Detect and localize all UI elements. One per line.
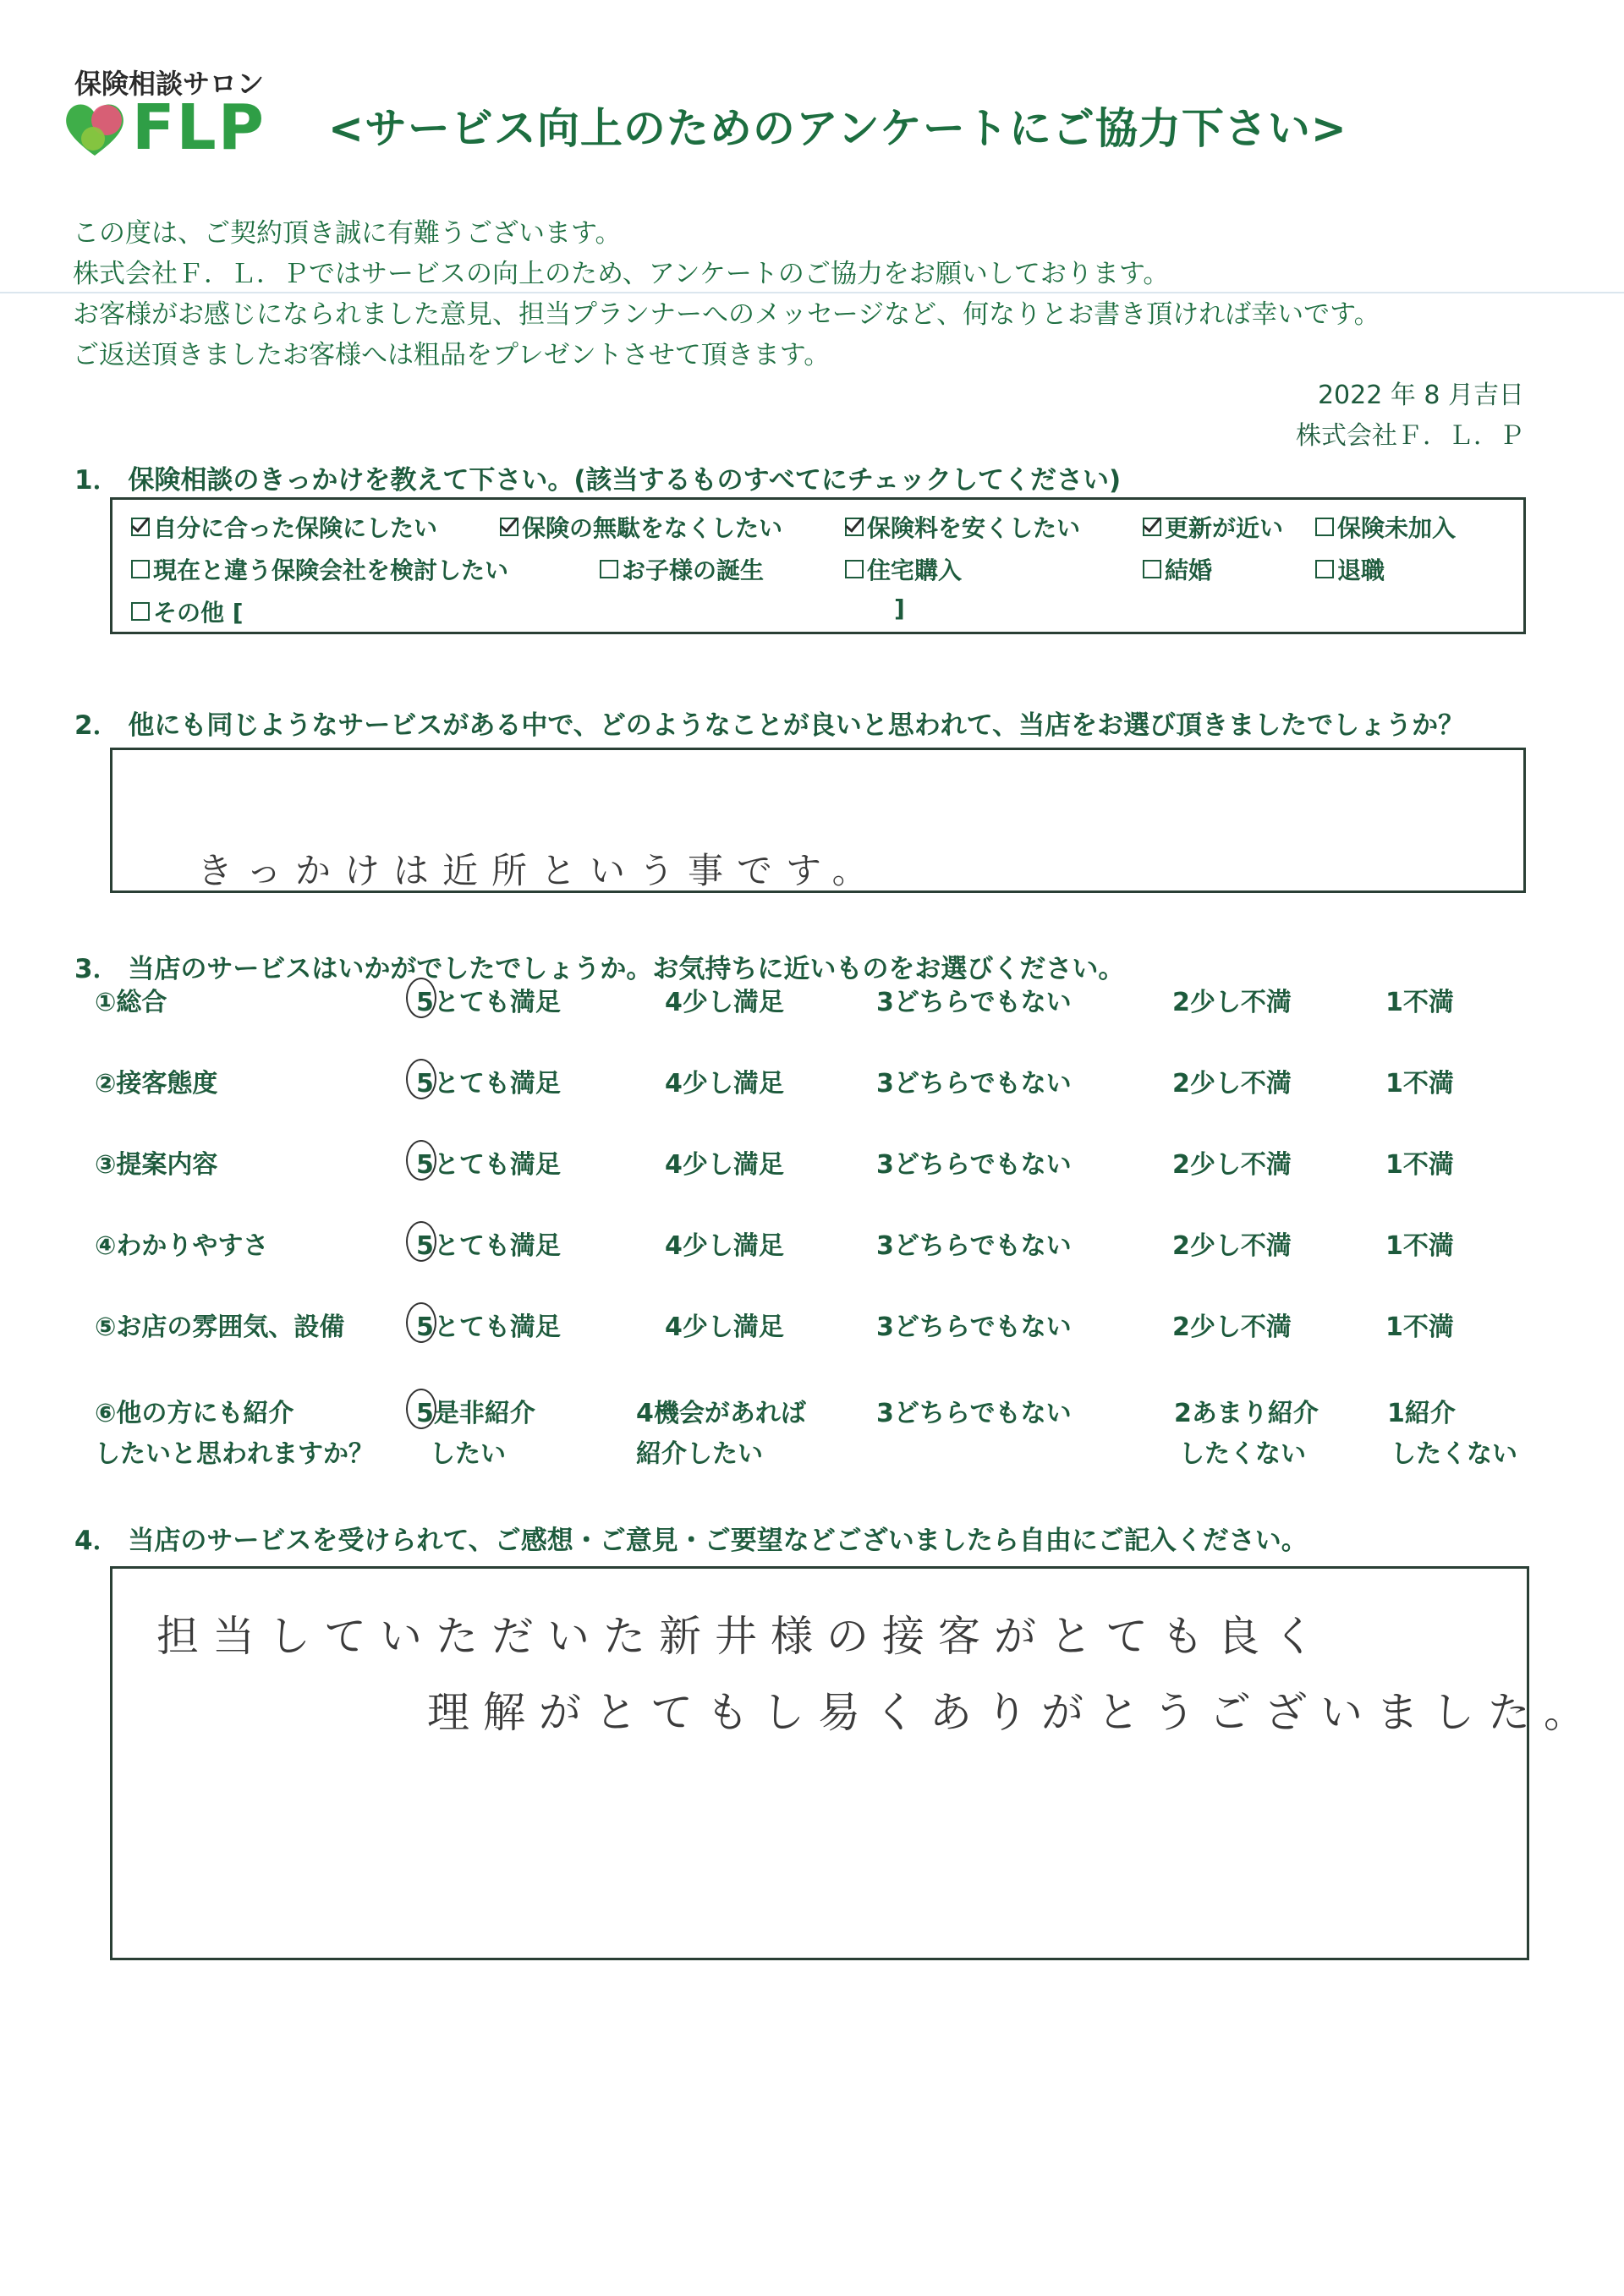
- rating-option-2[interactable]: 2少し不満: [1172, 1069, 1292, 1099]
- option-retirement[interactable]: 退職: [1315, 552, 1385, 586]
- rating-option-5[interactable]: 5とても満足: [416, 988, 561, 1017]
- rating-option-5[interactable]: 5是非紹介: [416, 1399, 535, 1428]
- option-child-birth[interactable]: お子様の誕生: [600, 552, 764, 586]
- rating-option-2-cont: したくない: [1179, 1439, 1306, 1469]
- option-fit-insurance[interactable]: 自分に合った保険にしたい: [131, 510, 437, 544]
- rating-option-4[interactable]: 4少し満足: [665, 1150, 784, 1180]
- rating-option-4[interactable]: 4少し満足: [665, 1312, 784, 1342]
- q2-handwritten-answer: きっかけは近所という事です。: [197, 850, 881, 891]
- option-other[interactable]: その他 [: [131, 595, 244, 628]
- intro-line: ご返送頂きましたお客様へは粗品をプレゼントさせて頂きます。: [73, 340, 831, 370]
- rating-option-3[interactable]: 3どちらでもない: [876, 988, 1072, 1017]
- option-remove-waste[interactable]: 保険の無駄をなくしたい: [500, 510, 782, 544]
- rating-option-2[interactable]: 2少し不満: [1172, 1150, 1292, 1180]
- checkbox-checked-icon[interactable]: [1143, 518, 1161, 536]
- rating-option-2[interactable]: 2あまり紹介: [1174, 1399, 1319, 1428]
- question-2: 2． 他にも同じようなサービスがある中で、どのようなことが良いと思われて、当店をお選び頂きましたでしょうか？: [74, 710, 1465, 741]
- option-other-company[interactable]: 現在と違う保険会社を検討したい: [131, 552, 508, 586]
- date: 2022 年 8 月吉日: [1317, 381, 1524, 410]
- checkbox-icon[interactable]: [1315, 518, 1334, 536]
- rating-option-5-cont: したい: [430, 1439, 506, 1469]
- checkbox-checked-icon[interactable]: [845, 518, 864, 536]
- rating-row-label: ③提案内容: [95, 1150, 218, 1180]
- intro-line: この度は、ご契約頂き誠に有難うございます。: [73, 218, 622, 249]
- checkbox-icon[interactable]: [1143, 560, 1161, 578]
- row-label-recommend: ⑥他の方にも紹介: [95, 1399, 294, 1428]
- rating-option-1[interactable]: 1不満: [1385, 1069, 1454, 1099]
- rating-row-label: ②接客態度: [95, 1069, 218, 1099]
- option-renewal-near[interactable]: 更新が近い: [1143, 510, 1283, 544]
- rating-row-label: ①総合: [95, 988, 167, 1017]
- question-3: 3． 当店のサービスはいかがでしたでしょうか。お気持ちに近いものをお選びください。: [74, 954, 1125, 984]
- intro-line: お客様がお感じになられました意見、担当プランナーへのメッセージなど、何なりとお書き頂ければ幸いです。: [73, 299, 1380, 330]
- rating-option-5[interactable]: 5とても満足: [416, 1069, 561, 1099]
- checkbox-checked-icon[interactable]: [131, 518, 150, 536]
- selected-circle-mark: [406, 1140, 436, 1181]
- rating-option-5[interactable]: 5とても満足: [416, 1231, 561, 1261]
- checkbox-icon[interactable]: [131, 602, 150, 621]
- rating-option-4-cont: 紹介したい: [636, 1439, 763, 1469]
- rating-option-3[interactable]: 3どちらでもない: [876, 1150, 1072, 1180]
- question-1: 1． 保険相談のきっかけを教えて下さい。(該当するものすべてにチェックしてください): [74, 465, 1122, 496]
- rating-option-4[interactable]: 4少し満足: [665, 1231, 784, 1261]
- rating-option-2[interactable]: 2少し不満: [1172, 988, 1292, 1017]
- selected-circle-mark: [406, 1302, 436, 1343]
- rating-row-label: ⑤お店の雰囲気、設備: [95, 1312, 345, 1342]
- page-title: <サービス向上のためのアンケートにご協力下さい>: [328, 104, 1347, 153]
- option-home-purchase[interactable]: 住宅購入: [845, 552, 962, 586]
- rating-option-3[interactable]: 3どちらでもない: [876, 1399, 1072, 1428]
- selected-circle-mark: [406, 978, 436, 1018]
- rating-option-3[interactable]: 3どちらでもない: [876, 1069, 1072, 1099]
- q4-answer-box[interactable]: [110, 1566, 1599, 1960]
- rating-option-2[interactable]: 2少し不満: [1172, 1231, 1292, 1261]
- rating-option-4[interactable]: 4機会があれば: [636, 1399, 806, 1428]
- q1-checkbox-box: [110, 497, 1526, 634]
- q4-handwritten-line-1: 担当していただいた新井様の接客がとても良く: [156, 1612, 1329, 1661]
- rating-option-5[interactable]: 5とても満足: [416, 1150, 561, 1180]
- company-name: 株式会社Ｆ．Ｌ．Ｐ: [1296, 421, 1524, 451]
- option-lower-premium[interactable]: 保険料を安くしたい: [845, 510, 1080, 544]
- rating-option-5[interactable]: 5とても満足: [416, 1312, 561, 1342]
- checkbox-checked-icon[interactable]: [500, 518, 518, 536]
- rating-option-1[interactable]: 1不満: [1385, 1312, 1454, 1342]
- checkbox-icon[interactable]: [600, 560, 618, 578]
- other-bracket-close: ]: [894, 595, 905, 622]
- rating-option-4[interactable]: 4少し満足: [665, 988, 784, 1017]
- option-uninsured[interactable]: 保険未加入: [1315, 510, 1456, 544]
- rating-option-1[interactable]: 1不満: [1385, 1231, 1454, 1261]
- flp-logo: [61, 91, 266, 164]
- rating-option-3[interactable]: 3どちらでもない: [876, 1312, 1072, 1342]
- logo-text: FLP: [132, 91, 266, 164]
- row-label-recommend-2: したいと思われますか？: [95, 1439, 374, 1469]
- selected-circle-mark: [406, 1221, 436, 1262]
- rating-option-1[interactable]: 1不満: [1385, 988, 1454, 1017]
- checkbox-icon[interactable]: [131, 560, 150, 578]
- rating-option-1[interactable]: 1不満: [1385, 1150, 1454, 1180]
- intro-line: 株式会社Ｆ．Ｌ．Ｐではサービスの向上のため、アンケートのご協力をお願いしております。: [73, 259, 1170, 289]
- question-4: 4． 当店のサービスを受けられて、ご感想・ご意見・ご要望などございましたら自由にご記入ください。: [74, 1526, 1308, 1556]
- selected-circle-mark: [406, 1389, 436, 1429]
- q2-answer-box[interactable]: [110, 748, 1526, 893]
- rating-row-label: ④わかりやすさ: [95, 1231, 269, 1261]
- q4-handwritten-line-2: 理解がとてもし易くありがとうございました。: [427, 1688, 1599, 1737]
- rating-option-4[interactable]: 4少し満足: [665, 1069, 784, 1099]
- rating-option-1-cont: したくない: [1391, 1439, 1517, 1469]
- rating-option-1[interactable]: 1紹介: [1387, 1399, 1456, 1428]
- selected-circle-mark: [406, 1059, 436, 1099]
- checkbox-icon[interactable]: [1315, 560, 1334, 578]
- logo-subtitle: 保険相談サロン: [74, 68, 265, 100]
- rating-option-2[interactable]: 2少し不満: [1172, 1312, 1292, 1342]
- option-marriage[interactable]: 結婚: [1143, 552, 1212, 586]
- rating-option-3[interactable]: 3どちらでもない: [876, 1231, 1072, 1261]
- checkbox-icon[interactable]: [845, 560, 864, 578]
